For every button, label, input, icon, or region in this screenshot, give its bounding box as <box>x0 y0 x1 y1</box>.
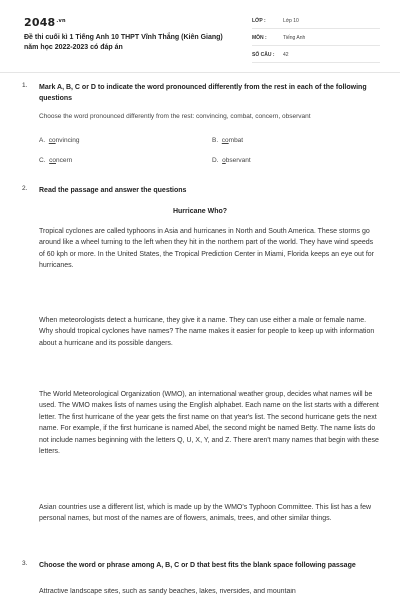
passage-paragraph: Asian countries use a different list, which is made up by the WMO's Typhoon Committee. This list has a few personal names, but most of the names are of flowers, animals, trees, and other similar things. <box>39 504 372 523</box>
meta-value: Tiếng Anh <box>283 35 306 41</box>
meta-key: LỚP : <box>252 18 266 24</box>
answer-option-a[interactable] <box>39 137 80 144</box>
question-instruction: Choose the word pronounced differently from the rest: convincing, combat, concern, observant <box>39 113 311 120</box>
meta-value: Lớp 10 <box>283 18 299 24</box>
option-letter: B. <box>212 137 219 144</box>
meta-row-subject <box>252 31 380 46</box>
meta-key: MÔN : <box>252 35 267 41</box>
answer-option-d[interactable] <box>212 157 251 164</box>
question-title: Mark A, B, C or D to indicate the word pronounced differently from the rest in each of the following questions <box>39 84 367 102</box>
option-underlined: co <box>49 157 56 164</box>
logo-text: 2048 <box>24 16 56 29</box>
option-underlined: co <box>48 137 56 144</box>
question-number: 3. <box>22 560 28 567</box>
meta-value: 42 <box>283 52 289 58</box>
answer-option-c[interactable] <box>39 157 72 164</box>
option-text: mbat <box>228 137 244 144</box>
question-number: 2. <box>22 185 28 192</box>
answer-option-b[interactable] <box>212 137 243 144</box>
site-logo[interactable] <box>24 16 66 29</box>
passage-paragraph: Tropical cyclones are called typhoons in Asia and hurricanes in North and South America. These storms go around like a wheel turning to the left when they hit in the northern part of the world. They have wind speeds of 60 kph or more. In the United States, the Tropical Prediction Center in Miami, Florida keeps an eye out for hurricanes. <box>39 228 375 270</box>
option-underlined: co <box>221 137 229 144</box>
meta-key: SỐ CÂU : <box>252 52 275 58</box>
option-text: bservant <box>225 157 251 164</box>
meta-row-question-count <box>252 48 380 63</box>
question-title: Read the passage and answer the questions <box>39 187 187 194</box>
option-letter: A. <box>39 137 46 144</box>
option-text: ncern <box>56 157 73 164</box>
question-number: 1. <box>22 82 28 89</box>
header-divider <box>0 72 400 73</box>
option-letter: C. <box>39 157 46 164</box>
passage-paragraph-partial: Attractive landscape sites, such as sandy beaches, lakes, riversides, and mountain <box>39 588 296 595</box>
page-header <box>0 0 400 68</box>
question-title: Choose the word or phrase among A, B, C or D that best fits the blank space following passage <box>39 562 356 569</box>
passage-paragraph: When meteorologists detect a hurricane, they give it a name. They can use either a male or female name. Why should tropical cyclones have names? The name makes it easier for people to keep up with information about a hurricane and its possible dangers. <box>39 317 375 347</box>
exam-meta <box>252 14 380 63</box>
option-text: nvincing <box>55 137 80 144</box>
logo-suffix: .vn <box>56 18 66 24</box>
option-underlined: o <box>222 157 226 164</box>
option-letter: D. <box>212 157 219 164</box>
passage-paragraph: The World Meteorological Organization (WMO), an international weather group, decides what names will be used. The WMO makes lists of names using the English alphabet. Each name on the list starts with a different letter. The first hurricane of the year gets the first name on that year's list. The second hurricane gets the next name. For example, if the first hurricane is named Abel, the second might be named Betty. The name lists do not include names beginning with the letters Q, U, X, Y, and Z. There aren't many names that begin with these letters. <box>39 391 379 456</box>
passage-title: Hurricane Who? <box>172 208 228 215</box>
document-title: Đề thi cuối kì 1 Tiếng Anh 10 THPT Vĩnh Thắng (Kiên Giang) năm học 2022-2023 có đáp án <box>24 34 223 51</box>
meta-row-class <box>252 14 380 29</box>
